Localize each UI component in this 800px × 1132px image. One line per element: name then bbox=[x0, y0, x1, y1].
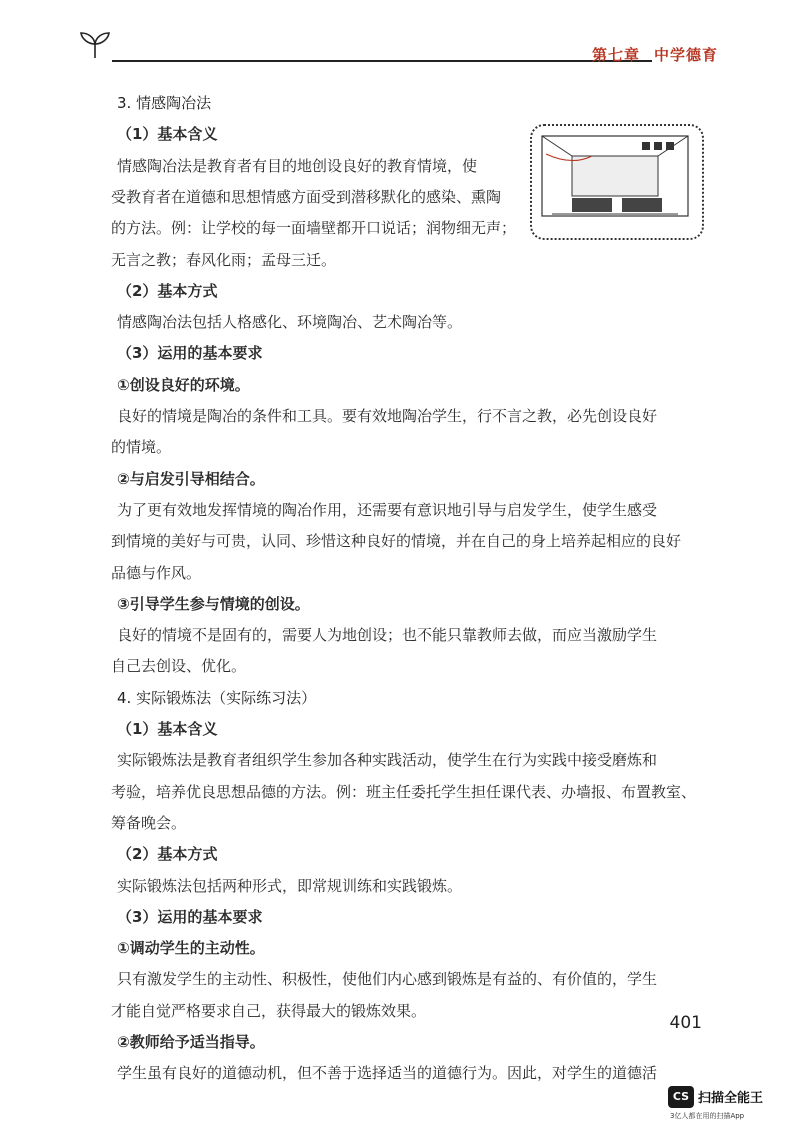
body-text-line: 实际锻炼法包括两种形式，即常规训练和实践锻炼。 bbox=[117, 876, 463, 895]
subheading: ②与启发引导相结合。 bbox=[117, 469, 265, 488]
body-text-line: 才能自觉严格要求自己，获得最大的锻炼效果。 bbox=[111, 1001, 427, 1020]
section-heading: 4. 实际锻炼法（实际练习法） bbox=[117, 688, 317, 707]
body-text-line: 无言之教；春风化雨；孟母三迁。 bbox=[111, 250, 337, 269]
sprout-icon bbox=[78, 30, 112, 60]
body-text-line: 良好的情境不是固有的，需要人为地创设；也不能只靠教师去做，而应当激励学生 bbox=[117, 626, 658, 645]
body-text-line: 情感陶冶法是教育者有目的地创设良好的教育情境，使 bbox=[117, 156, 478, 175]
subheading: （2）基本方式 bbox=[117, 281, 218, 300]
subheading: （3）运用的基本要求 bbox=[117, 907, 263, 926]
body-text-line: 的方法。例：让学校的每一面墙壁都开口说话；润物细无声； bbox=[111, 219, 517, 238]
subheading: ①创设良好的环境。 bbox=[117, 375, 250, 394]
scanner-watermark bbox=[668, 1086, 788, 1124]
chapter-name: 中学德育 bbox=[653, 46, 718, 64]
scanner-tagline: 3亿人都在用的扫描App bbox=[670, 1112, 745, 1120]
subheading: ①调动学生的主动性。 bbox=[117, 939, 265, 958]
chapter-number: 第七章 bbox=[591, 46, 640, 64]
body-text-line: 筹备晚会。 bbox=[111, 813, 187, 832]
body-text-line: 为了更有效地发挥情境的陶冶作用，还需要有意识地引导与启发学生，使学生感受 bbox=[117, 500, 658, 519]
subheading: ②教师给予适当指导。 bbox=[117, 1033, 265, 1051]
page-header bbox=[78, 26, 718, 66]
subheading: （1）基本含义 bbox=[117, 125, 218, 144]
page-number: 401 bbox=[669, 1013, 702, 1033]
scanner-app-name: 扫描全能王 bbox=[698, 1091, 764, 1106]
body-text-line: 到情境的美好与可贵，认同、珍惜这种良好的情境，并在自己的身上培养起相应的良好 bbox=[111, 532, 682, 551]
classroom-illustration bbox=[530, 124, 704, 240]
chapter-title bbox=[578, 44, 718, 65]
section-heading: 3. 情感陶冶法 bbox=[117, 94, 212, 112]
body-text-line: 学生虽有良好的道德动机，但不善于选择适当的道德行为。因此，对学生的道德活 bbox=[117, 1064, 658, 1083]
body-text-line: 考验，培养优良思想品德的方法。例：班主任委托学生担任课代表、办墙报、布置教室、 bbox=[111, 782, 697, 801]
subheading: （2）基本方式 bbox=[117, 845, 218, 864]
subheading: （3）运用的基本要求 bbox=[117, 344, 263, 363]
body-text-line: 良好的情境是陶冶的条件和工具。要有效地陶冶学生，行不言之教，必先创设良好 bbox=[117, 407, 658, 425]
body-text-line: 受教育者在道德和思想情感方面受到潜移默化的感染、熏陶 bbox=[111, 187, 502, 206]
body-text-line: 只有激发学生的主动性、积极性，使他们内心感到锻炼是有益的、有价值的，学生 bbox=[117, 970, 658, 989]
body-text-line: 的情境。 bbox=[111, 438, 172, 457]
body-text-line: 自己去创设、优化。 bbox=[111, 657, 247, 676]
body-text-line: 实际锻炼法是教育者组织学生参加各种实践活动，使学生在行为实践中接受磨炼和 bbox=[117, 751, 658, 770]
cs-logo-icon: CS bbox=[668, 1086, 694, 1108]
classroom-icon bbox=[532, 126, 698, 234]
header-rule bbox=[112, 60, 652, 62]
subheading: ③引导学生参与情境的创设。 bbox=[117, 594, 310, 613]
subheading: （1）基本含义 bbox=[117, 720, 218, 738]
body-text-line: 情感陶冶法包括人格感化、环境陶冶、艺术陶冶等。 bbox=[117, 313, 463, 332]
body-text-line: 品德与作风。 bbox=[111, 563, 202, 582]
